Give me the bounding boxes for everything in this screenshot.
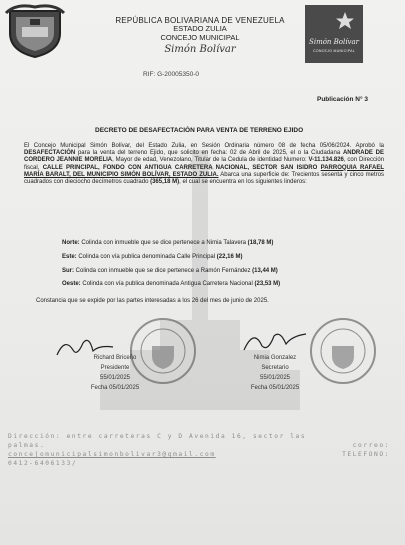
footer-email[interactable]: concejomunicipalsimonbolivar3@gmail.com	[8, 451, 216, 458]
surface-area: (365,18 M)	[150, 179, 180, 186]
lindero-text: Colinda con vía publica denominada Calle Principal	[78, 254, 216, 260]
lindero-text: Colinda con inmueble que se dice pertenece a Ramón Fernández	[75, 268, 251, 274]
body-text: , con Dirección fiscal,	[24, 157, 384, 171]
signer-role: Secretario	[261, 365, 289, 371]
document-header	[70, 16, 330, 56]
constancia-text: Constancia que se expide por las partes interesadas a los 26 del mes de junio de 2025.	[36, 298, 269, 304]
fiscal-address: CALLE PRINCIPAL, FONDO CON ANTIGUA CARRETERA NACIONAL, SECTOR SAN ISIDRO	[42, 164, 318, 171]
signer-date: 55/01/2025	[259, 375, 291, 381]
lindero-value: (23,53 M)	[254, 281, 281, 287]
body-text: , Mayor de edad, Venezolano, Titular de la Cedula de identidad Numero:	[112, 157, 307, 164]
star-icon	[335, 11, 355, 31]
decree-body	[24, 143, 384, 186]
signer-role: Presidente	[100, 365, 130, 371]
lindero-value: (22,16 M)	[216, 254, 243, 260]
lindero-label: Oeste:	[62, 281, 81, 287]
body-bold: DESAFECTACIÓN	[24, 150, 76, 157]
rif-number: RIF: G-20005350-0	[143, 71, 200, 78]
signer-date-label: Fecha 05/01/2025	[250, 385, 300, 391]
applicant-name: ANDRADE DE CORDERO JEANNIE MORELIA	[24, 150, 384, 164]
council-brand-logo	[305, 5, 363, 63]
footer-phone-label: TELEFONO:	[342, 451, 390, 458]
footer-address-cont: palmas.	[8, 442, 46, 449]
lindero-text: Colinda con inmueble que se dice pertenece a Nimia Talavera	[81, 240, 246, 246]
header-council: CONCEJO MUNICIPAL	[160, 32, 240, 42]
signer-date: 55/01/2025	[99, 375, 131, 381]
header-municipality: Simón Bolívar	[164, 44, 236, 55]
lindero-label: Norte:	[62, 240, 80, 246]
brand-logo-name: Simón Bolívar	[309, 38, 359, 46]
signer-name: Richard Briceño	[93, 355, 137, 361]
body-text: El Concejo Municipal Simón Bolívar, del Estado Zulia, en Sesión Ordinaria número 08 de fecha 05/06/2024. Aprobó la	[24, 143, 384, 149]
lindero-oeste	[62, 281, 362, 288]
body-text: para la venta del terreno Ejido, que solicito en fecha: 02 de Abril de 2025, el o la Ciudadana	[77, 150, 341, 157]
footer-address: Dirección: entre carreteras C y D Avenida 16, sector las	[8, 433, 307, 440]
footer-address-line2	[8, 441, 398, 450]
decree-title: DECRETO DE DESAFECTACIÓN PARA VENTA DE TERRENO EJIDO	[95, 127, 304, 134]
signature-block-left	[70, 353, 160, 393]
lindero-text: Colinda con vía publica denominada Antigua Carretera Nacional	[82, 281, 253, 287]
header-state: ESTADO ZULIA	[173, 24, 227, 33]
signer-name: Nimia Gonzalez	[253, 355, 297, 361]
lindero-label: Este:	[62, 254, 77, 260]
body-text: Abarca una superficie de: Trecientos sesenta y cinco metros cuadrados con dieciocho decímetros cuadrado	[24, 171, 384, 186]
footer-phone: 0412-6406133/	[8, 460, 78, 467]
brand-logo-sub: CONCEJO MUNICIPAL	[313, 49, 355, 53]
lindero-sur	[62, 268, 362, 275]
lindero-label: Sur:	[62, 268, 74, 274]
footer-email-label: correo:	[352, 442, 390, 449]
lindero-value: (18,78 M)	[247, 240, 274, 246]
signer-date-label: Fecha 05/01/2025	[90, 385, 140, 391]
secretary-signature	[240, 326, 310, 354]
lindero-norte	[62, 240, 362, 247]
publication-number: Publicación N° 3	[317, 96, 369, 103]
parish-municipality: PARROQUIA RAFAEL MARÍA BARALT, DEL MUNICIPIO SIMÓN BOLÍVAR, ESTADO ZULIA.	[24, 164, 385, 178]
applicant-id: V-11.134.826	[308, 157, 344, 164]
municipal-shield-logo	[4, 3, 66, 59]
footer-contact-row	[8, 450, 398, 459]
signature-block-right	[230, 353, 320, 393]
lindero-value: (13,44 M)	[252, 268, 278, 274]
document-footer	[8, 432, 398, 468]
lindero-este	[62, 254, 362, 261]
body-text: , el cual se encuentra en los siguientes linderos:	[179, 179, 307, 186]
header-republic: REPÚBLICA BOLIVARIANA DE VENEZUELA	[115, 16, 285, 25]
